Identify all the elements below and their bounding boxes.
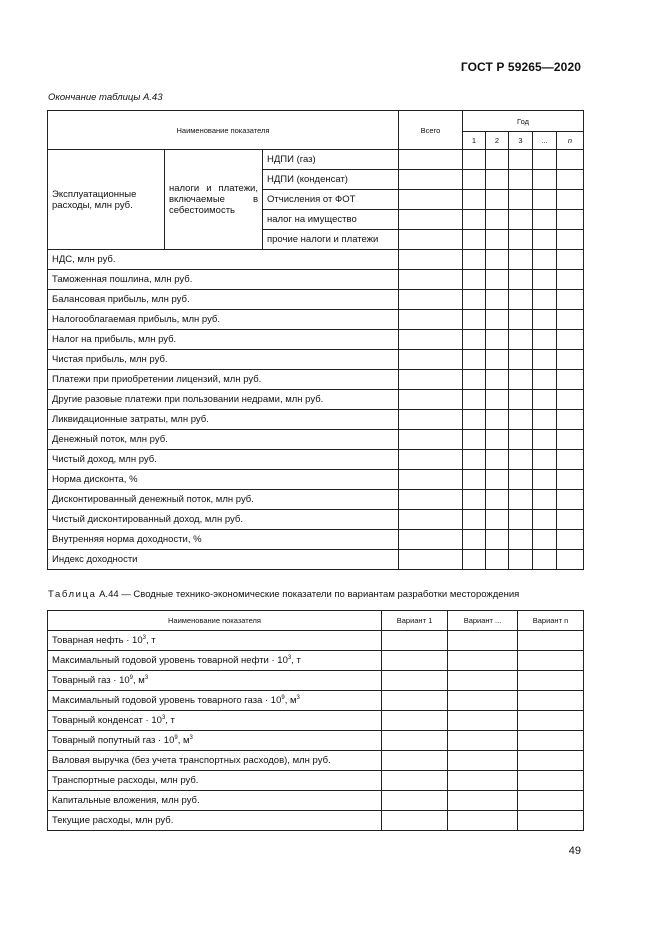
row-value-cell [399, 510, 463, 530]
row-value-cell [486, 210, 509, 230]
table44-caption-text: А.44 — Сводные технико-экономические показатели по вариантам разработки месторождения [99, 589, 520, 600]
row-value-cell [399, 550, 463, 570]
header-variant-1: Вариант 1 [382, 611, 448, 631]
row-value-cell [382, 771, 448, 791]
table-a44 [47, 610, 584, 831]
row-value-cell [399, 230, 463, 250]
row-value-cell [557, 290, 584, 310]
row-label: Дисконтированный денежный поток, млн руб. [48, 490, 399, 510]
row-value-cell [399, 250, 463, 270]
row-value-cell [533, 210, 557, 230]
row-value-cell [448, 731, 518, 751]
row-value-cell [533, 250, 557, 270]
row-value-cell [463, 370, 486, 390]
exponent: 3 [287, 654, 292, 661]
row-label [48, 691, 382, 711]
row-label: Налогооблагаемая прибыль, млн руб. [48, 310, 399, 330]
row-value-cell [463, 330, 486, 350]
row-value-cell [463, 170, 486, 190]
row-label: Ликвидационные затраты, млн руб. [48, 410, 399, 430]
row-value-cell [448, 811, 518, 831]
row-value-cell [557, 470, 584, 490]
row-value-cell [399, 450, 463, 470]
table-row [48, 530, 584, 550]
table-row [48, 751, 584, 771]
label-text: Валовая выручка (без учета транспортных расходов), млн руб. [52, 755, 331, 766]
row-value-cell [533, 150, 557, 170]
exponent: 9 [129, 674, 134, 681]
row-value-cell [463, 210, 486, 230]
label-text: Капитальные вложения, млн руб. [52, 795, 200, 806]
row-label: Таможенная пошлина, млн руб. [48, 270, 399, 290]
unit-text: , т [291, 655, 301, 666]
row-value-cell [557, 210, 584, 230]
row-value-cell [557, 170, 584, 190]
row-value-cell [509, 370, 533, 390]
row-value-cell [486, 370, 509, 390]
row-value-cell [518, 671, 584, 691]
row-value-cell [463, 530, 486, 550]
row-value-cell [463, 490, 486, 510]
row-value-cell [509, 230, 533, 250]
table-row [48, 731, 584, 751]
row-value-cell [486, 230, 509, 250]
row-label [48, 651, 382, 671]
row-label [48, 791, 382, 811]
row-value-cell [448, 691, 518, 711]
table-row [48, 671, 584, 691]
row-value-cell [382, 711, 448, 731]
row-value-cell [509, 530, 533, 550]
row-value-cell [518, 631, 584, 651]
row-label [48, 751, 382, 771]
subgroup-label: налоги и платежи, включаемые в себестоимость [165, 150, 263, 250]
row-value-cell [463, 310, 486, 330]
table-row [48, 651, 584, 671]
row-value-cell [557, 330, 584, 350]
row-label: Налог на прибыль, млн руб. [48, 330, 399, 350]
row-value-cell [533, 290, 557, 310]
row-value-cell [518, 771, 584, 791]
header-total: Всего [399, 111, 463, 150]
table-row [48, 150, 584, 170]
row-value-cell [557, 250, 584, 270]
row-value-cell [509, 390, 533, 410]
row-value-cell [399, 470, 463, 490]
row-value-cell [486, 470, 509, 490]
label-text: Товарная нефть · 10 [52, 635, 143, 646]
row-value-cell [486, 410, 509, 430]
table-row [48, 550, 584, 570]
row-value-cell [399, 490, 463, 510]
row-value-cell [382, 671, 448, 691]
table-row [48, 691, 584, 711]
table-row [48, 510, 584, 530]
table-row [48, 450, 584, 470]
row-value-cell [509, 210, 533, 230]
row-value-cell [533, 430, 557, 450]
row-value-cell [399, 290, 463, 310]
row-value-cell [557, 390, 584, 410]
row-value-cell [448, 651, 518, 671]
row-value-cell [463, 350, 486, 370]
table-a43 [47, 110, 584, 570]
row-value-cell [382, 751, 448, 771]
row-value-cell [486, 250, 509, 270]
row-value-cell [509, 410, 533, 430]
row-value-cell [448, 751, 518, 771]
row-value-cell [463, 150, 486, 170]
row-value-cell [533, 230, 557, 250]
subgroup-item: налог на имущество [263, 210, 399, 230]
exponent: 3 [142, 634, 146, 641]
row-value-cell [518, 751, 584, 771]
table-row [48, 410, 584, 430]
row-value-cell [533, 470, 557, 490]
row-value-cell [509, 450, 533, 470]
row-value-cell [509, 250, 533, 270]
row-value-cell [463, 190, 486, 210]
table-row [48, 390, 584, 410]
row-value-cell [399, 210, 463, 230]
row-value-cell [518, 811, 584, 831]
row-value-cell [509, 150, 533, 170]
table-row [48, 330, 584, 350]
year-n: n [557, 132, 584, 150]
row-value-cell [533, 330, 557, 350]
row-value-cell [486, 450, 509, 470]
row-value-cell [509, 510, 533, 530]
row-value-cell [486, 510, 509, 530]
row-value-cell [533, 350, 557, 370]
row-value-cell [509, 310, 533, 330]
row-value-cell [533, 390, 557, 410]
row-value-cell [557, 530, 584, 550]
row-value-cell [463, 510, 486, 530]
row-value-cell [463, 470, 486, 490]
row-value-cell [518, 691, 584, 711]
label-text: Текущие расходы, млн руб. [52, 815, 174, 826]
row-value-cell [509, 190, 533, 210]
row-value-cell [399, 430, 463, 450]
table-row [48, 711, 584, 731]
row-value-cell [533, 410, 557, 430]
row-value-cell [448, 711, 518, 731]
row-label: Платежи при приобретении лицензий, млн руб. [48, 370, 399, 390]
label-text: Транспортные расходы, млн руб. [52, 775, 199, 786]
exponent: 9 [174, 734, 178, 741]
row-value-cell [533, 270, 557, 290]
row-value-cell [533, 510, 557, 530]
row-value-cell [382, 791, 448, 811]
row-value-cell [509, 470, 533, 490]
table-row [48, 490, 584, 510]
table-row [48, 370, 584, 390]
row-value-cell [399, 390, 463, 410]
table-row [48, 290, 584, 310]
row-value-cell [448, 791, 518, 811]
row-label: Чистый дисконтированный доход, млн руб. [48, 510, 399, 530]
row-value-cell [533, 450, 557, 470]
row-value-cell [486, 430, 509, 450]
row-label [48, 631, 382, 651]
row-label [48, 811, 382, 831]
unit-exponent: 3 [144, 674, 149, 681]
year-1: 1 [463, 132, 486, 150]
unit-text: , т [165, 715, 175, 726]
row-value-cell [382, 731, 448, 751]
row-value-cell [486, 490, 509, 510]
row-value-cell [557, 370, 584, 390]
header-name: Наименование показателя [48, 111, 399, 150]
table44-caption [48, 589, 519, 600]
row-value-cell [557, 150, 584, 170]
row-value-cell [463, 430, 486, 450]
row-value-cell [448, 631, 518, 651]
row-value-cell [486, 390, 509, 410]
row-value-cell [463, 390, 486, 410]
year-2: 2 [486, 132, 509, 150]
row-value-cell [463, 250, 486, 270]
subgroup-item: НДПИ (газ) [263, 150, 399, 170]
row-value-cell [382, 811, 448, 831]
row-value-cell [509, 490, 533, 510]
page-number: 49 [568, 845, 581, 857]
row-value-cell [557, 350, 584, 370]
row-value-cell [399, 330, 463, 350]
row-value-cell [518, 651, 584, 671]
row-value-cell [448, 771, 518, 791]
header-year: Год [463, 111, 584, 132]
table-row [48, 811, 584, 831]
row-value-cell [463, 290, 486, 310]
row-value-cell [463, 550, 486, 570]
row-value-cell [509, 550, 533, 570]
label-text: Максимальный годовой уровень товарного газа · 10 [52, 695, 282, 706]
unit-text: , м [284, 695, 297, 706]
row-value-cell [557, 550, 584, 570]
table-row [48, 470, 584, 490]
row-value-cell [509, 170, 533, 190]
row-value-cell [509, 350, 533, 370]
unit-text: , т [145, 635, 156, 646]
row-label: Чистая прибыль, млн руб. [48, 350, 399, 370]
row-value-cell [533, 490, 557, 510]
row-label: Балансовая прибыль, млн руб. [48, 290, 399, 310]
exponent: 9 [281, 694, 285, 701]
row-value-cell [399, 370, 463, 390]
row-value-cell [557, 510, 584, 530]
label-text: Товарный газ · 10 [52, 675, 130, 686]
row-label [48, 711, 382, 731]
row-value-cell [399, 410, 463, 430]
row-value-cell [486, 290, 509, 310]
row-value-cell [399, 310, 463, 330]
label-text: Товарный попутный газ · 10 [52, 735, 175, 746]
table-row [48, 430, 584, 450]
unit-exponent: 3 [296, 694, 300, 701]
row-label: Другие разовые платежи при пользовании недрами, млн руб. [48, 390, 399, 410]
row-value-cell [509, 270, 533, 290]
table-row [48, 250, 584, 270]
row-value-cell [557, 230, 584, 250]
row-value-cell [518, 731, 584, 751]
row-value-cell [382, 691, 448, 711]
row-value-cell [448, 671, 518, 691]
row-value-cell [533, 530, 557, 550]
row-value-cell [463, 270, 486, 290]
row-value-cell [486, 270, 509, 290]
row-value-cell [518, 711, 584, 731]
year-ellipsis: ... [533, 132, 557, 150]
row-label: Денежный поток, млн руб. [48, 430, 399, 450]
row-value-cell [533, 310, 557, 330]
row-value-cell [399, 150, 463, 170]
table-row [48, 350, 584, 370]
row-value-cell [557, 410, 584, 430]
row-value-cell [557, 430, 584, 450]
row-value-cell [533, 190, 557, 210]
table-row [48, 791, 584, 811]
row-value-cell [382, 631, 448, 651]
row-value-cell [486, 190, 509, 210]
standard-header: ГОСТ Р 59265—2020 [460, 60, 581, 74]
row-label: Индекс доходности [48, 550, 399, 570]
group-label: Эксплуатационные расходы, млн руб. [48, 150, 165, 250]
label-text: Товарный конденсат · 10 [52, 715, 162, 726]
row-label: Внутренняя норма доходности, % [48, 530, 399, 550]
row-value-cell [463, 410, 486, 430]
row-value-cell [557, 310, 584, 330]
row-value-cell [533, 550, 557, 570]
row-label [48, 771, 382, 791]
row-value-cell [518, 791, 584, 811]
header-variant-ellipsis: Вариант ... [448, 611, 518, 631]
subgroup-item: НДПИ (конденсат) [263, 170, 399, 190]
table-row [48, 310, 584, 330]
row-value-cell [463, 230, 486, 250]
row-value-cell [399, 350, 463, 370]
table-row [48, 771, 584, 791]
unit-text: , м [133, 675, 145, 686]
row-value-cell [486, 310, 509, 330]
row-value-cell [486, 350, 509, 370]
row-value-cell [557, 490, 584, 510]
row-value-cell [486, 170, 509, 190]
row-value-cell [509, 430, 533, 450]
table-row [48, 631, 584, 651]
unit-text: , м [177, 735, 190, 746]
row-value-cell [509, 290, 533, 310]
table44-caption-prefix: Таблица [48, 589, 97, 600]
header-variant-n: Вариант n [518, 611, 584, 631]
exponent: 3 [161, 714, 166, 721]
year-3: 3 [509, 132, 533, 150]
row-value-cell [533, 170, 557, 190]
row-value-cell [557, 270, 584, 290]
row-label: Норма дисконта, % [48, 470, 399, 490]
row-value-cell [463, 450, 486, 470]
row-value-cell [486, 530, 509, 550]
row-value-cell [486, 550, 509, 570]
row-value-cell [486, 150, 509, 170]
row-value-cell [509, 330, 533, 350]
table-row [48, 270, 584, 290]
subgroup-item: Отчисления от ФОТ [263, 190, 399, 210]
label-text: Максимальный годовой уровень товарной нефти · 10 [52, 655, 288, 666]
row-label [48, 671, 382, 691]
row-label: НДС, млн руб. [48, 250, 399, 270]
row-value-cell [399, 190, 463, 210]
row-value-cell [399, 270, 463, 290]
row-label [48, 731, 382, 751]
row-label: Чистый доход, млн руб. [48, 450, 399, 470]
unit-exponent: 3 [189, 734, 193, 741]
row-value-cell [399, 530, 463, 550]
row-value-cell [399, 170, 463, 190]
subgroup-item: прочие налоги и платежи [263, 230, 399, 250]
table43-caption: Окончание таблицы А.43 [48, 92, 163, 103]
row-value-cell [533, 370, 557, 390]
row-value-cell [486, 330, 509, 350]
row-value-cell [557, 190, 584, 210]
row-value-cell [557, 450, 584, 470]
row-value-cell [382, 651, 448, 671]
header-name: Наименование показателя [48, 611, 382, 631]
